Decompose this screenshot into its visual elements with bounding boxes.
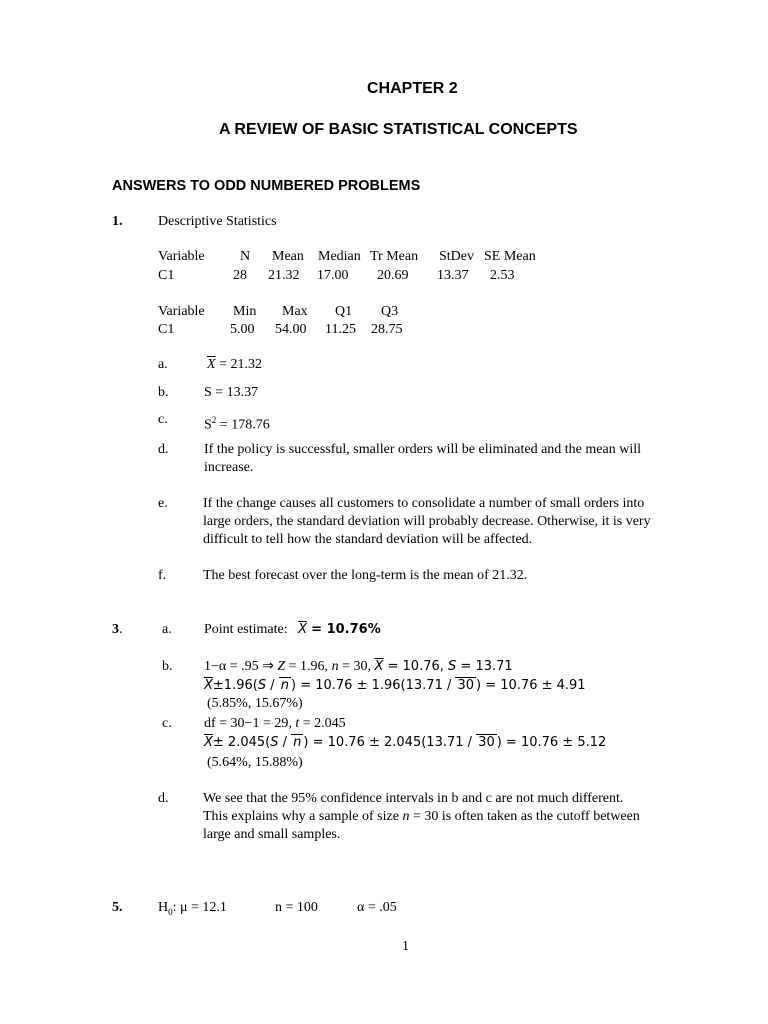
item-3c-label: c. — [162, 716, 172, 731]
table-cell: 54.00 — [275, 322, 307, 337]
table-cell: 13.37 — [437, 268, 469, 283]
item-3a-text: Point estimate: $\overline{X} = 10.76\%$ — [204, 622, 381, 637]
item-1a-label: a. — [158, 357, 168, 372]
problem-5-n: n = 100 — [275, 900, 318, 915]
item-3b-line2: $\overline{X}\pm 1.96(S / n$ ) = 10.76 ± 1.96(13.71 / 30 ) = 10.76 ± 4.91 — [204, 678, 586, 693]
problem-3-number: 3. — [112, 622, 123, 637]
item-1e-label: e. — [158, 496, 168, 511]
table-header: StDev — [439, 249, 474, 264]
table-cell: 5.00 — [230, 322, 255, 337]
table-header: Tr Mean — [370, 249, 419, 264]
chapter-subtitle: A REVIEW OF BASIC STATISTICAL CONCEPTS — [219, 121, 578, 138]
item-3d-line1: We see that the 95% confidence intervals in b and c are not much different. — [203, 791, 624, 806]
problem-1-number: 1. — [112, 214, 123, 229]
item-1a-text: $\overline{X} = 21.32$ — [207, 357, 262, 372]
table-header: Mean — [272, 249, 304, 264]
table-header: Q3 — [381, 304, 399, 319]
item-3b-label: b. — [162, 659, 173, 674]
table-cell: C1 — [158, 322, 175, 337]
chapter-title: CHAPTER 2 — [367, 80, 458, 97]
table-cell: 11.25 — [325, 322, 356, 337]
item-1f-text: The best forecast over the long-term is the mean of 21.32. — [203, 568, 528, 583]
item-1e-line3: difficult to tell how the standard deviation will be affected. — [203, 532, 533, 547]
item-1c-label: c. — [158, 412, 168, 427]
item-1e-line1: If the change causes all customers to consolidate a number of small orders into — [203, 496, 645, 511]
table-header: Min — [233, 304, 257, 319]
table-header: SE Mean — [484, 249, 536, 264]
table-cell: 21.32 — [268, 268, 300, 283]
table-cell: 28 — [233, 268, 247, 283]
item-3d-label: d. — [158, 791, 169, 806]
item-3d-line2: This explains why a sample of size n = 30 is often taken as the cutoff between — [203, 809, 640, 824]
item-1b-label: b. — [158, 385, 169, 400]
table-header: Variable — [158, 304, 205, 319]
item-1d-label: d. — [158, 442, 169, 457]
problem-5-number: 5. — [112, 900, 123, 915]
item-3c-line1: df = 30−1 = 29, t = 2.045 — [204, 716, 346, 731]
table-cell: 28.75 — [371, 322, 403, 337]
item-3b-line1: 1−α = .95 ⇒ Z = 1.96, n = 30, $\overline{X} = 10.76$, S = 13.71 — [204, 659, 513, 674]
table-header: Max — [282, 304, 308, 319]
item-3a-label: a. — [162, 622, 172, 637]
table-header: Variable — [158, 249, 205, 264]
page-number: 1 — [402, 939, 409, 954]
table-cell: 20.69 — [377, 268, 409, 283]
item-1d-line1: If the policy is successful, smaller orders will be eliminated and the mean will — [204, 442, 641, 457]
item-3c-line3: (5.64%, 15.88%) — [207, 755, 303, 770]
table-cell: C1 — [158, 268, 175, 283]
problem-1-title: Descriptive Statistics — [158, 214, 277, 229]
problem-5-alpha: α = .05 — [357, 900, 397, 915]
item-1c-text: $S^2 = 178.76$ — [204, 415, 270, 433]
item-3d-line3: large and small samples. — [203, 827, 341, 842]
item-1e-line2: large orders, the standard deviation will probably decrease. Otherwise, it is very — [203, 514, 651, 529]
item-3b-line3: (5.85%, 15.67%) — [207, 696, 303, 711]
table-header: N — [240, 249, 251, 264]
section-heading: ANSWERS TO ODD NUMBERED PROBLEMS — [112, 178, 421, 194]
table-header: Median — [318, 249, 361, 264]
problem-5-hypothesis: $H_0$: μ = 12.1 — [158, 900, 227, 917]
table-header: Q1 — [335, 304, 353, 319]
table-cell: 2.53 — [490, 268, 515, 283]
item-1b-text: S = 13.37 — [204, 385, 259, 400]
item-3c-line2: $\overline{X}\pm 2.045(S / n$ ) = 10.76 ± 2.045(13.71 / 30 ) = 10.76 ± 5.12 — [204, 735, 607, 750]
table-cell: 17.00 — [317, 268, 349, 283]
item-1d-line2: increase. — [204, 460, 254, 475]
item-1f-label: f. — [158, 568, 167, 583]
